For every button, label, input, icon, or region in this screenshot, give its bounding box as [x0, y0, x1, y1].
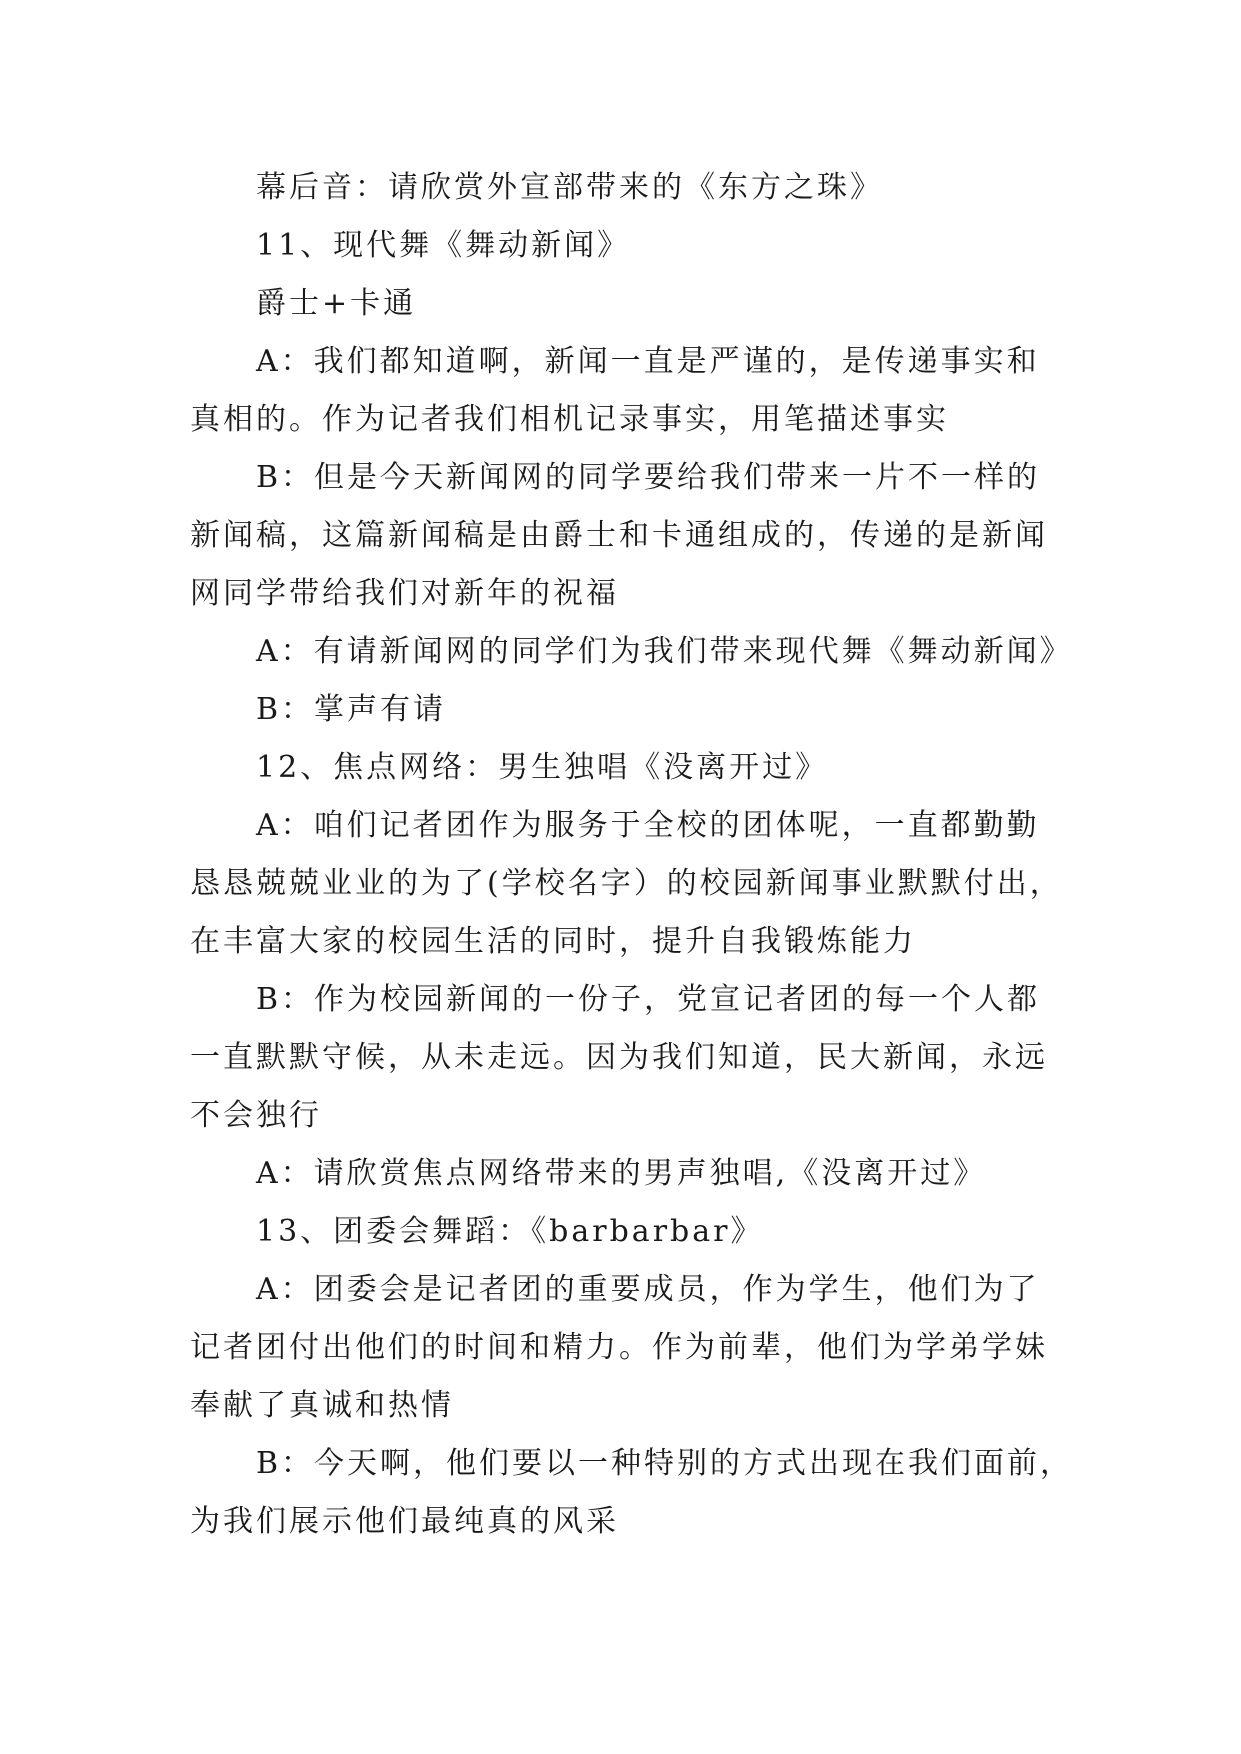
text-line: 幕后音：请欣赏外宣部带来的《东方之珠》: [256, 170, 883, 205]
text-line: 12、焦点网络：男生独唱《没离开过》: [256, 750, 829, 785]
text-line: B：作为校园新闻的一份子，党宣记者团的每一个人都: [256, 982, 1041, 1017]
text-line: 一直默默守候，从未走远。因为我们知道，民大新闻，永远: [190, 1040, 1048, 1075]
text-line: 奉献了真诚和热情: [190, 1388, 454, 1423]
text-line: 网同学带给我们对新年的祝福: [190, 576, 619, 611]
text-line: B：今天啊，他们要以一种特别的方式出现在我们面前，: [256, 1446, 1074, 1481]
text-line: 不会独行: [190, 1098, 322, 1133]
text-line: 恳恳兢兢业业的为了(学校名字）的校园新闻事业默默付出，: [190, 866, 1063, 901]
text-line: A：我们都知道啊，新闻一直是严谨的，是传递事实和: [256, 344, 1040, 379]
text-line: 新闻稿，这篇新闻稿是由爵士和卡通组成的，传递的是新闻: [190, 518, 1048, 553]
text-line: 爵士+卡通: [256, 286, 417, 321]
text-line: B：但是今天新闻网的同学要给我们带来一片不一样的: [256, 460, 1041, 495]
text-line: 13、团委会舞蹈：《barbarbar》: [256, 1214, 764, 1249]
text-line: 在丰富大家的校园生活的同时，提升自我锻炼能力: [190, 924, 916, 959]
text-line: 真相的。作为记者我们相机记录事实，用笔描述事实: [190, 402, 949, 437]
text-line: A：请欣赏焦点网络带来的男声独唱,《没离开过》: [256, 1156, 987, 1191]
text-line: A：团委会是记者团的重要成员，作为学生，他们为了: [256, 1272, 1040, 1307]
text-line: A：咱们记者团作为服务于全校的团体呢，一直都勤勤: [256, 808, 1040, 843]
text-line: 11、现代舞《舞动新闻》: [256, 228, 631, 263]
text-line: 记者团付出他们的时间和精力。作为前辈，他们为学弟学妹: [190, 1330, 1048, 1365]
text-line: A：有请新闻网的同学们为我们带来现代舞《舞动新闻》: [256, 634, 1073, 669]
text-line: 为我们展示他们最纯真的风采: [190, 1504, 619, 1539]
text-line: B：掌声有请: [256, 692, 447, 727]
